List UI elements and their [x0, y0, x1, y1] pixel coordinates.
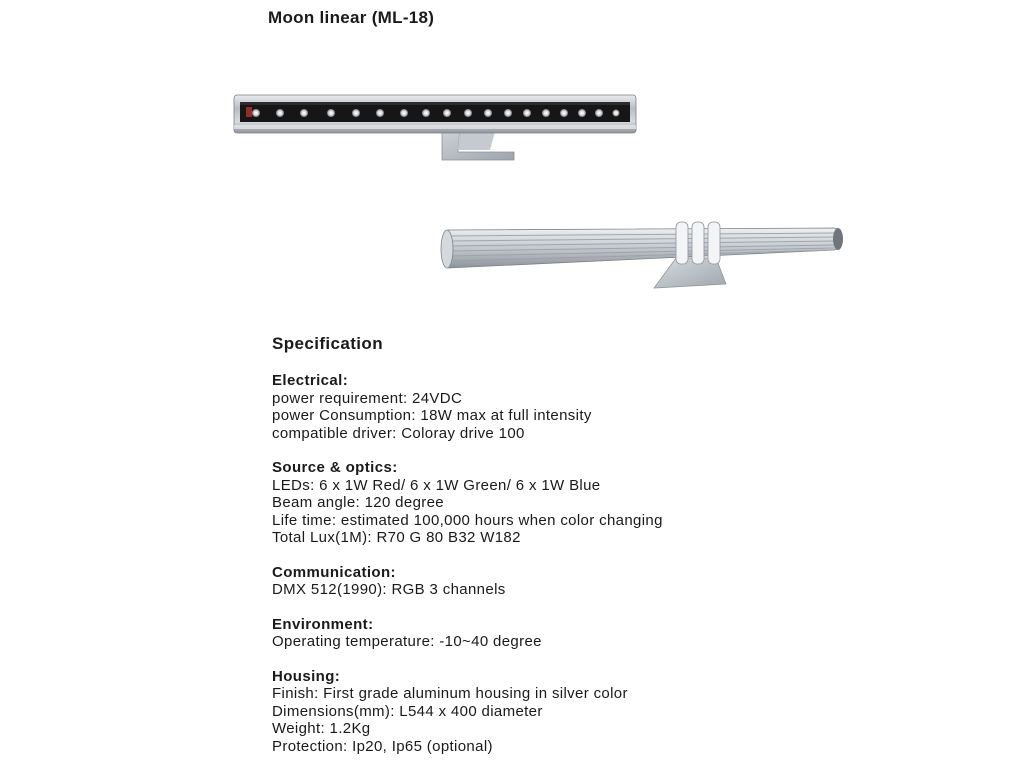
spec-line: Life time: estimated 100,000 hours when color changing: [272, 511, 663, 529]
spec-line: power requirement: 24VDC: [272, 389, 463, 407]
spec-heading: Specification: [272, 334, 384, 353]
spec-line: DMX 512(1990): RGB 3 channels: [272, 581, 506, 598]
section-title: Electrical:: [272, 372, 349, 389]
spec-line: Beam angle: 120 degree: [272, 494, 444, 511]
spec-line: compatible driver: Coloray drive 100: [272, 424, 525, 442]
spec-line: Protection: Ip20, Ip65 (optional): [272, 737, 493, 755]
spec-line: Total Lux(1M): R70 G 80 B32 W182: [272, 529, 521, 546]
product-photo-front: [228, 88, 640, 168]
product-photo-rear: [438, 214, 848, 294]
spec-line: Dimensions(mm): L544 x 400 diameter: [272, 702, 543, 720]
section-title: Communication:: [272, 563, 396, 581]
specification-block: [272, 334, 872, 772]
spec-section-electrical: [272, 372, 872, 442]
spec-line: LEDs: 6 x 1W Red/ 6 x 1W Green/ 6 x 1W Blue: [272, 476, 601, 494]
spec-line: power Consumption: 18W max at full intensity: [272, 407, 592, 424]
spec-line: Weight: 1.2Kg: [272, 720, 371, 737]
spec-section-source-optics: [272, 459, 872, 547]
spec-line: Operating temperature: -10~40 degree: [272, 633, 542, 650]
page-title: Moon linear (ML-18): [268, 8, 435, 27]
section-title: Source & optics:: [272, 459, 398, 476]
spec-section-communication: [272, 564, 872, 599]
spec-line: Finish: First grade aluminum housing in silver color: [272, 685, 628, 702]
spec-section-housing: [272, 668, 872, 756]
spec-section-environment: [272, 616, 872, 651]
section-title: Environment:: [272, 615, 374, 633]
section-title: Housing:: [272, 667, 341, 685]
